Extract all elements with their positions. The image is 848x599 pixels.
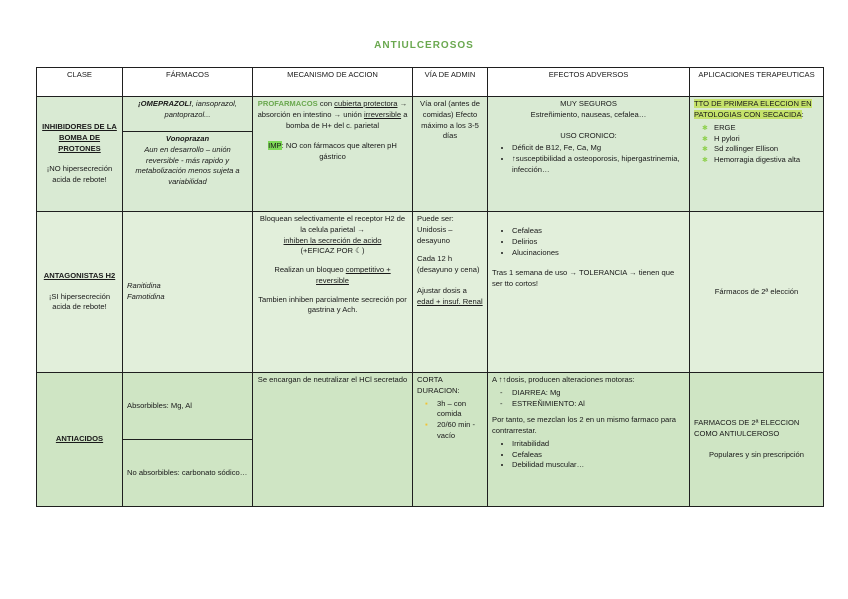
mech-text: Realizan un bloqueo [274, 265, 346, 275]
list-item: • Cefaleas [512, 450, 685, 461]
list-item: • Alucinaciones [512, 248, 685, 259]
mech-imp [257, 141, 408, 163]
mech-text: a bomba de H+ del c. parietal [285, 109, 408, 130]
class-name: ANTIACIDOS [55, 434, 104, 444]
list-item: • Cefaleas [512, 226, 685, 237]
list-item: • Delirios [512, 237, 685, 248]
app-note: Populares y sin prescripción [709, 449, 804, 459]
mech-cubierta: cubierta protectora [334, 99, 398, 108]
app-colon: : [801, 109, 804, 119]
adverse-cell-ibp [488, 97, 690, 212]
mech-text: con [317, 99, 335, 108]
drug-vonoprazan [123, 132, 252, 190]
drug-famotidina: Famotidina [127, 292, 165, 301]
applications-cell-antiacidos [690, 373, 824, 507]
via-cell-ibp: Vía oral (antes de comidas) Efecto máximo a los 3-5 días [413, 97, 488, 212]
adverse-chronic: USO CRONICO: [560, 130, 617, 140]
drug-ranitidina: Ranitidina [127, 281, 161, 291]
class-cell-antiacidos [37, 373, 123, 507]
list-item: • Déficit de B12, Fe, Ca, Mg [512, 143, 685, 154]
adverse-cell-antiacidos [488, 373, 690, 507]
class-name: INHIBIDORES DE LA BOMBA DE PROTONES [42, 122, 117, 153]
mechanism-cell-antiacidos: Se encargan de neutralizar el HCl secretado [253, 373, 413, 507]
drug-omeprazol-name: ¡OMEPRAZOL! [138, 99, 192, 108]
adverse-intro: A ↑↑dosis, producen alteraciones motoras: [492, 375, 635, 384]
drug-omeprazol-rest: , iansoprazol, pantoprazol... [164, 99, 237, 119]
list-item: • Irritabilidad [512, 439, 685, 450]
drug-vonoprazan-name: Vonoprazan [165, 134, 210, 143]
app-list [694, 123, 819, 167]
mech-eficaz: (+EFICAZ POR ☾) [300, 246, 365, 256]
list-item: ✱ H pylori [714, 134, 819, 145]
header-farmacos: FÁRMACOS [123, 68, 253, 97]
mech-line: Bloquean selectivamente el receptor H2 de la celula parietal → [259, 214, 406, 234]
via-12h: Cada 12 h (desayuno y cena) [417, 254, 480, 275]
adverse-list [492, 439, 685, 471]
applications-cell-h2: Fármacos de 2ª elección [690, 212, 824, 373]
mech-irreversible: irreversible [363, 109, 402, 119]
adverse-sub: Estreñimiento, nauseas, cefalea… [530, 109, 647, 119]
app-title: FARMACOS DE 2ª ELECCION COMO ANTIULCEROSO [694, 418, 800, 439]
adverse-tolerancia: Tras 1 semana de uso → TOLERANCIA → tienen que ser tto cortos! [492, 268, 675, 289]
applications-cell-ibp [690, 97, 824, 212]
table-row-antiacidos [37, 373, 824, 440]
adverse-title: MUY SEGUROS [560, 99, 617, 108]
app-title: TTO DE PRIMERA ELECCION EN PATOLOGIAS CON SECACIDA [694, 99, 812, 119]
mech-profarmacos: PROFARMACOS [257, 99, 318, 108]
mech-competitivo: competitivo + reversible [316, 265, 391, 285]
adverse-dash-list [492, 388, 685, 410]
via-text: Ajustar dosis a [417, 285, 467, 295]
mech-text: → absorción en intestino → unión [257, 99, 408, 119]
mechanism-cell-ibp [253, 97, 413, 212]
imp-badge: IMP [268, 141, 282, 151]
list-item: ▪ 20/60 min - vacío [425, 420, 483, 442]
list-item: ✱ ERGE [714, 123, 819, 134]
header-row [37, 68, 824, 97]
via-edad: edad + insuf. Renal [417, 296, 483, 306]
list-item: ✱ Sd zollinger Ellison [714, 144, 819, 155]
header-via: VÍA DE ADMIN [413, 68, 488, 97]
header-aplicaciones: APLICACIONES TERAPEUTICAS [690, 68, 824, 97]
imp-text: : NO con fármacos que alteren pH gástrico [281, 141, 397, 162]
header-mecanismo: MECANISMO DE ACCION [253, 68, 413, 97]
drug-absorbibles: Absorbibles: Mg, Al [123, 373, 253, 440]
mech-gastrina: Tambien inhiben parcialmente secreción por gastrina y Ach. [258, 294, 407, 315]
class-cell-h2 [37, 212, 123, 373]
list-item: ▪ 3h – con comida [425, 399, 483, 421]
adverse-cell-h2 [488, 212, 690, 373]
drug-no-absorbibles: No absorbibles: carbonato sódico… [123, 440, 253, 507]
mech-bloqueo [257, 265, 408, 287]
page-title: ANTIULCEROSOS [374, 40, 474, 51]
via-title: CORTA DURACION: [417, 375, 460, 395]
table-row-ibp [37, 97, 824, 212]
list-item: ✱ Hemorragia digestiva alta [714, 155, 819, 166]
drugs-cell-ibp [123, 97, 253, 212]
via-ajustar [417, 286, 483, 308]
header-efectos: EFECTOS ADVERSOS [488, 68, 690, 97]
adverse-mix: Por tanto, se mezclan los 2 en un mismo farmaco para contrarrestar. [492, 415, 677, 436]
list-item: - DIARREA: Mg [500, 388, 685, 399]
list-item: - ESTREÑIMIENTO: Al [500, 399, 685, 410]
via-cell-antiacidos [413, 373, 488, 507]
drug-vonoprazan-desc: Aun en desarrollo – unión reversible - más rapido y metabolización menos sujeta a variabilidad [135, 144, 240, 187]
via-cell-h2 [413, 212, 488, 373]
mech-inhiben: inhiben la secreción de acido [283, 235, 382, 245]
via-list [417, 399, 483, 442]
list-item: • ↑susceptibilidad a osteoporosis, hipergastrinemia, infección… [512, 154, 685, 176]
class-cell-ibp [37, 97, 123, 212]
header-clase: CLASE [37, 68, 123, 97]
class-name: ANTAGONISTAS H2 [43, 270, 116, 280]
via-unidosis: Puede ser: Unidosis – desayuno [417, 214, 454, 245]
list-item: • Debilidad muscular… [512, 460, 685, 471]
antiulcer-table [36, 67, 824, 507]
adverse-list [492, 143, 685, 175]
class-note: ¡SI hipersecreción acida de rebote! [48, 291, 111, 312]
drugs-cell-h2 [123, 212, 253, 373]
adverse-list [492, 226, 685, 258]
mechanism-cell-h2 [253, 212, 413, 373]
table-row-h2 [37, 212, 824, 373]
drug-omeprazol [123, 97, 252, 132]
class-note: ¡NO hipersecreción acida de rebote! [46, 164, 113, 185]
